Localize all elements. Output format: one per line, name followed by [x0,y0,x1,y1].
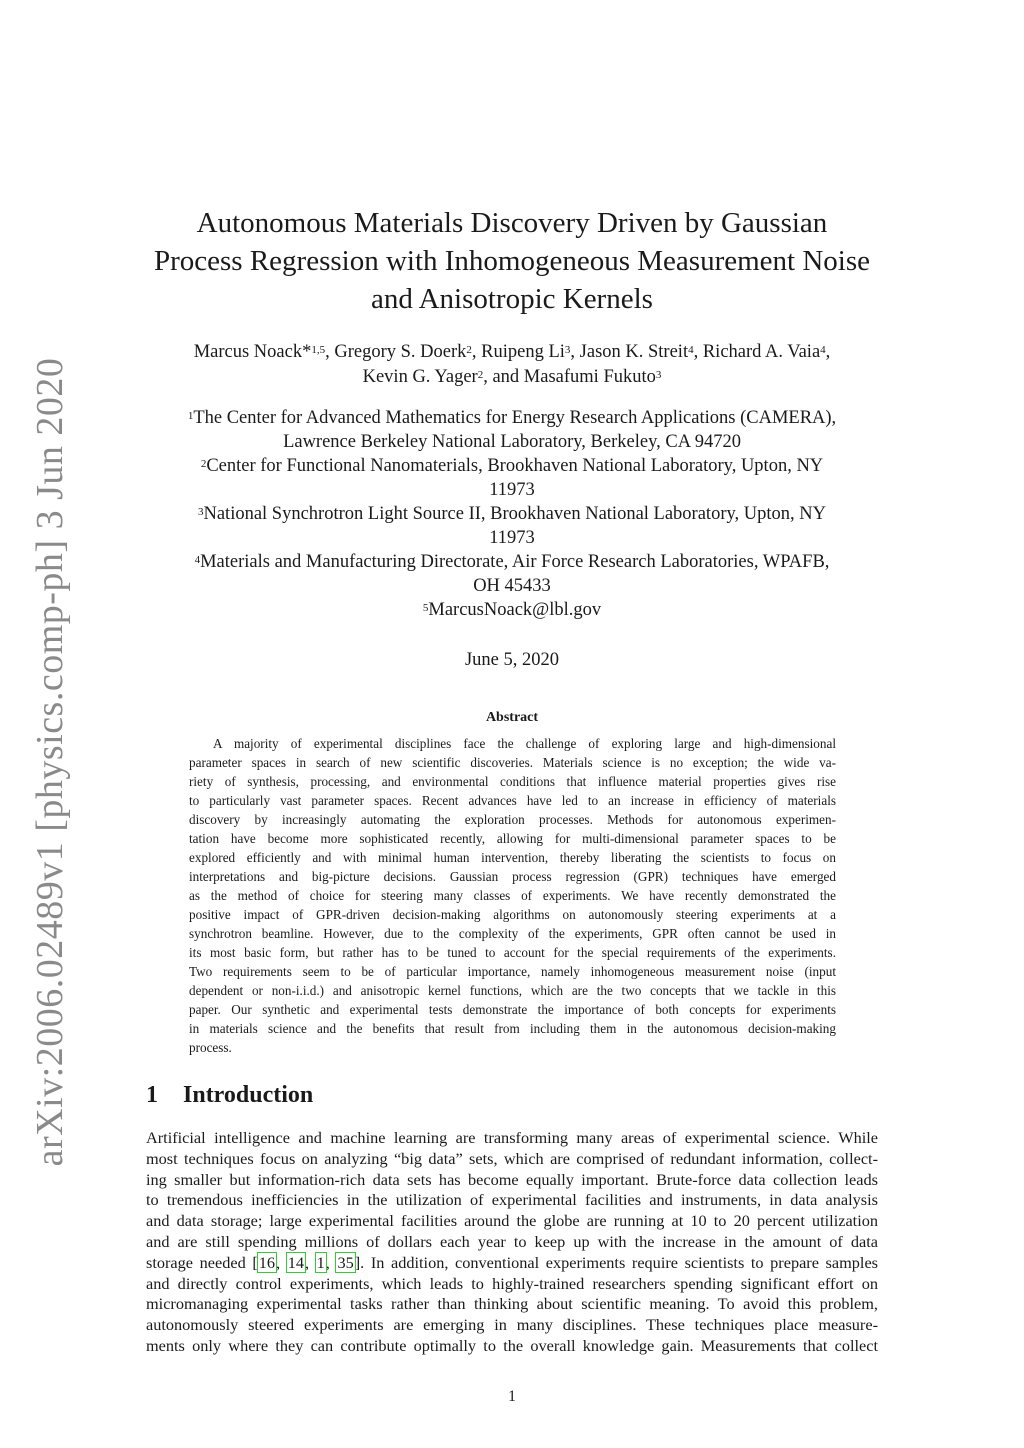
affiliation-mark: 4 [194,554,201,566]
abstract-line: parameter spaces in search of new scientific discoveries. Materials science is no exception; the wide va- [189,755,836,770]
affiliation-line [120,406,904,430]
affiliation-mark: 5 [422,602,429,614]
paragraph-line: most techniques focus on analyzing “big data” sets, which are comprised of redundant information, collect- [146,1148,878,1168]
affiliation-list [120,406,904,622]
affiliation-line: OH 45433 [473,576,551,596]
paragraph-line: and data storage; large experimental facilities around the globe are running at 10 to 20 percent utilization [146,1211,878,1231]
author-name: , Richard A. Vaia [693,342,821,362]
author-name: , Jason K. Streit [570,342,689,362]
affiliation-mark: 2 [200,458,207,470]
affiliation-mark: 1 [187,410,194,422]
abstract-line: positive impact of GPR-driven decision-making algorithms on autonomously steering experiments at a [189,907,836,922]
arxiv-identifier: arXiv:2006.02489v1 [physics.comp-ph] 3 Jun 2020 [29,357,71,1167]
paragraph-line: and directly control experiments, which leads to highly-trained researchers spending significant effort on [146,1273,878,1293]
author-affiliation-mark: 3 [655,369,662,381]
affiliation-line: Lawrence Berkeley National Laboratory, Berkeley, CA 94720 [283,432,741,452]
author-name: , Ruipeng Li [471,342,565,362]
paper-title [120,204,904,318]
abstract-heading: Abstract [485,710,539,725]
title-line: Process Regression with Inhomogeneous Measurement Noise [153,245,870,277]
page-number: 1 [508,1388,516,1405]
affiliation-line [120,598,904,622]
abstract-line: riety of synthesis, processing, and environmental conditions that influence material properties gives rise [189,774,836,789]
section-title: Introduction [183,1082,314,1108]
citation-link[interactable]: 35 [337,1252,354,1272]
section-number: 1 [146,1082,158,1108]
abstract-body [189,734,836,1057]
author-separator: , [825,342,831,362]
affiliation-line [120,454,904,478]
author-affiliation-mark: 2 [477,369,484,381]
author-affiliation-mark: 2 [466,344,472,356]
title-line: and Anisotropic Kernels [371,283,653,315]
section-heading-introduction [146,1082,313,1109]
author-name: Marcus Noack* [193,342,312,362]
abstract-line: process. [189,1040,232,1055]
abstract-line: to particularly vast parameter spaces. Recent advances have led to an increase in efficiency of materials [189,793,836,808]
affiliation-text: Materials and Manufacturing Directorate, Air Force Research Laboratories, WPAFB, [200,552,830,572]
abstract-line: tation have become more sophisticated recently, allowing for multi-dimensional parameter spaces to be [189,831,836,846]
paragraph-line: ments only where they can contribute optimally to the overall knowledge gain. Measurements that collect [146,1335,878,1355]
author-line [120,340,904,365]
paragraph-text: storage needed [ [146,1252,258,1272]
abstract-line: discovery by increasingly automating the exploration processes. Methods for autonomous experimen- [189,812,836,827]
author-affiliation-mark: 3 [564,344,571,356]
introduction-body [146,1128,878,1357]
abstract-line: interpretations and big-picture decisions. Gaussian process regression (GPR) techniques have emerged [189,869,836,884]
affiliation-text: National Synchrotron Light Source II, Brookhaven National Laboratory, Upton, NY [203,504,826,524]
abstract-line: synchrotron beamline. However, due to the complexity of the experiments, GPR often cannot be used in [189,926,836,941]
abstract-line: as the method of choice for steering many classes of experiments. We have recently demonstrated the [189,888,836,903]
affiliation-mark: 3 [197,506,204,518]
affiliation-line [120,550,904,574]
paragraph-line: to tremendous inefficiencies in the utilization of experimental facilities and instruments, in data analysis [146,1190,878,1210]
author-line [120,365,904,390]
abstract-line: dependent or non-i.i.d.) and anisotropic kernel functions, which are the two concepts that we tackle in this [189,983,836,998]
affiliation-text: Center for Functional Nanomaterials, Brookhaven National Laboratory, Upton, NY [206,456,824,476]
paragraph-text: ]. In addition, conventional experiments require scientists to prepare samples [354,1252,879,1272]
author-name: , Gregory S. Doerk [325,342,467,362]
affiliation-text: The Center for Advanced Mathematics for Energy Research Applications (CAMERA), [193,408,837,428]
author-name: , and Masafumi Fukuto [483,367,656,387]
paragraph-line: Artificial intelligence and machine learning are transforming many areas of experimental science. While [146,1128,878,1147]
author-list [120,340,904,390]
abstract-line: Two requirements seem to be of particular importance, namely inhomogeneous measurement noise (input [189,964,836,979]
title-line: Autonomous Materials Discovery Driven by Gaussian [196,207,828,239]
affiliation-line: 11973 [489,528,535,548]
abstract-line: explored efficiently and with minimal human intervention, thereby liberating the scientists to focus on [189,850,836,865]
author-affiliation-mark: 4 [820,344,826,356]
author-affiliation-mark: 4 [688,344,694,356]
paragraph-line: autonomously steered experiments are emerging in many disciplines. These techniques place measure- [146,1315,878,1335]
paragraph-line: micromanaging experimental tasks rather than thinking about scientific meaning. To avoid this problem, [146,1294,878,1314]
abstract-line: paper. Our synthetic and experimental tests demonstrate the importance of both concepts for experiments [189,1002,836,1017]
abstract-line: its most basic form, but rather has to be tuned to account for the special requirements of the experiments. [189,945,836,960]
abstract-line: A majority of experimental disciplines face the challenge of exploring large and high-dimensional [213,736,836,751]
abstract-line: in materials science and the benefits that result from including them in the autonomous decision-making [189,1021,836,1036]
citation-link[interactable]: 16 [258,1252,276,1272]
citation-link[interactable]: 14 [287,1252,304,1272]
author-affiliation-mark: 1,5 [311,344,326,356]
paragraph-line: storage needed [16, 14, 1, 35]. In addition, conventional experiments require scientists to prepare samples [146,1252,879,1272]
paragraph-line: ing smaller but information-rich data sets has become equally important. Brute-force data collection leads [146,1169,878,1189]
affiliation-line: 11973 [489,480,535,500]
citation-link[interactable]: 1 [316,1252,325,1272]
affiliation-line [120,502,904,526]
author-name: Kevin G. Yager [362,367,478,387]
paragraph-line: and are still spending millions of dollars each year to keep up with the increase in the amount of data [146,1231,878,1251]
publication-date: June 5, 2020 [464,650,560,670]
contact-email: MarcusNoack@lbl.gov [428,600,602,620]
